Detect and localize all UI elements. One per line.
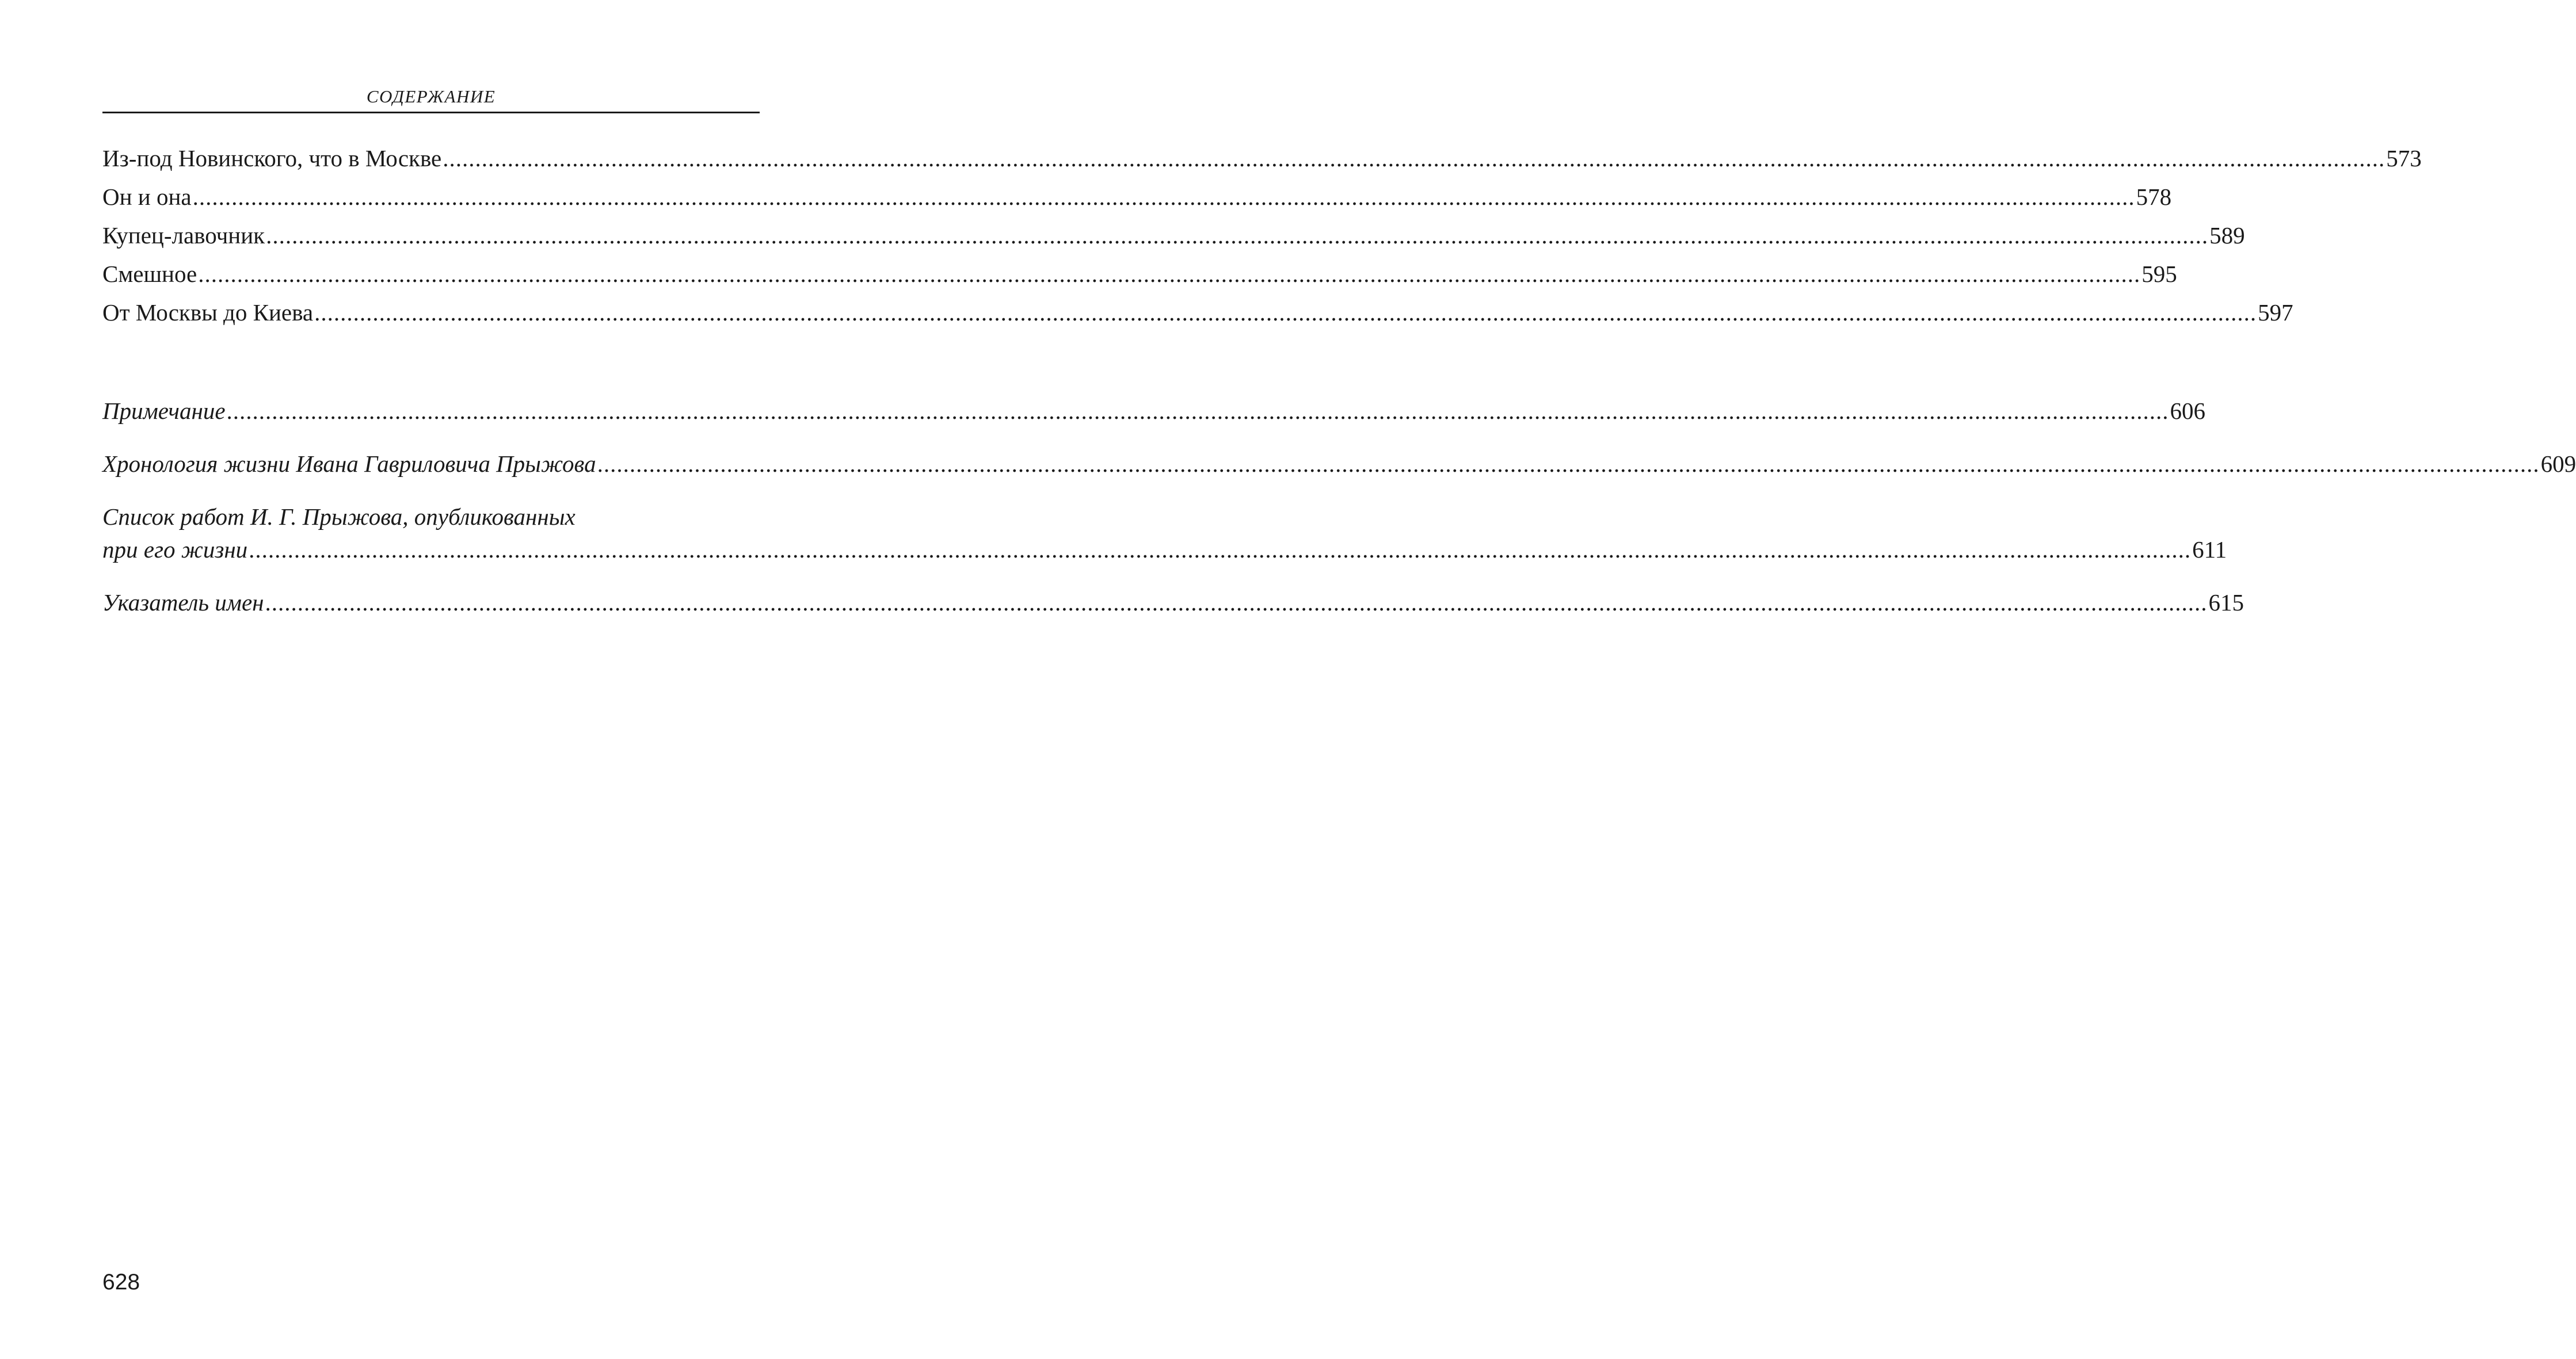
- toc-entry: [102, 222, 2245, 249]
- appendix-entry: [102, 589, 2244, 616]
- appendix-entry-page: 615: [2208, 589, 2244, 616]
- toc-entry-title: Смешное: [102, 261, 197, 287]
- toc-leader-dots: ............................................................................................................................................................................................................................................................................................................: [198, 261, 2141, 287]
- toc-leader-dots: ............................................................................................................................................................................................................................................................................................................: [443, 145, 2386, 171]
- toc-entry-page: 597: [2258, 299, 2293, 326]
- appendix-entry: [102, 398, 2206, 424]
- toc-leader-dots: ............................................................................................................................................................................................................................................................................................................: [597, 451, 2540, 477]
- toc-entry: [102, 261, 2177, 287]
- toc-leader-dots: ............................................................................................................................................................................................................................................................................................................: [226, 398, 2169, 424]
- toc-leader-dots: ............................................................................................................................................................................................................................................................................................................: [249, 536, 2192, 563]
- appendix-entry-page: 609: [2540, 451, 2576, 477]
- appendix-entry-page: 606: [2170, 398, 2206, 424]
- toc-entry-page: 573: [2386, 145, 2422, 171]
- toc-entry-page: 589: [2209, 222, 2245, 249]
- page-number: 628: [102, 1270, 140, 1295]
- toc-entry-page: 595: [2141, 261, 2177, 287]
- toc-leader-dots: ............................................................................................................................................................................................................................................................................................................: [266, 222, 2209, 249]
- toc-entry: [102, 299, 2293, 326]
- appendix-entry-title: Указатель имен: [102, 589, 264, 616]
- toc-entry-title: Купец-лавочник: [102, 222, 265, 249]
- appendix-entry-title: Хронология жизни Ивана Гавриловича Прыжова: [102, 451, 596, 477]
- appendix-entry-title: Примечание: [102, 398, 226, 424]
- header-rule: [102, 112, 760, 113]
- toc-leader-dots: ............................................................................................................................................................................................................................................................................................................: [314, 299, 2257, 326]
- toc-entry-title: Он и она: [102, 184, 192, 210]
- appendix-entry: [102, 451, 2576, 477]
- toc-leader-dots: ............................................................................................................................................................................................................................................................................................................: [265, 589, 2208, 616]
- toc-entry-page: 578: [2136, 184, 2172, 210]
- toc-entry: [102, 145, 2422, 171]
- toc-entry: [102, 184, 2172, 210]
- toc-entry-title: Из-под Новинского, что в Москве: [102, 145, 442, 171]
- appendix-entry-title-line1: Список работ И. Г. Прыжова, опубликованных: [102, 503, 576, 530]
- toc-leader-dots: ............................................................................................................................................................................................................................................................................................................: [192, 184, 2135, 210]
- toc-entry-title: От Москвы до Киева: [102, 299, 314, 326]
- running-header: СОДЕРЖАНИЕ: [366, 86, 496, 106]
- appendix-entry: [102, 536, 2227, 563]
- appendix-entry-title-line2: при его жизни: [102, 536, 248, 563]
- appendix-entry-page: 611: [2192, 536, 2227, 563]
